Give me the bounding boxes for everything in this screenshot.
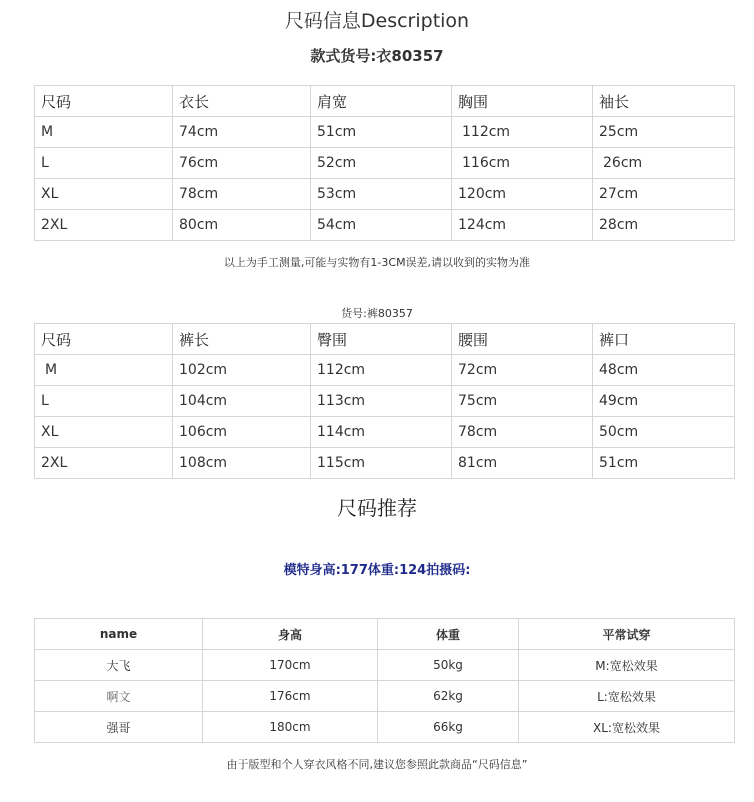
header-cell: 体重 [378, 619, 519, 650]
table-cell: L [35, 386, 173, 417]
table-cell: 116cm [452, 148, 593, 179]
table-cell: 112cm [311, 355, 452, 386]
table-cell: M [35, 117, 173, 148]
table-row [35, 148, 735, 179]
table-header-row [35, 86, 735, 117]
header-cell: 裤口 [593, 324, 735, 355]
table-row [35, 179, 735, 210]
table-cell: 啊文 [35, 681, 203, 712]
table-row [35, 650, 735, 681]
table-cell: 54cm [311, 210, 452, 241]
header-cell: 肩宽 [311, 86, 452, 117]
table-cell: L [35, 148, 173, 179]
table-cell: M [35, 355, 173, 386]
header-cell: 裤长 [173, 324, 311, 355]
table-cell: 28cm [593, 210, 735, 241]
header-cell: 袖长 [593, 86, 735, 117]
header-cell: 臀围 [311, 324, 452, 355]
table-cell: 66kg [378, 712, 519, 743]
table-cell: 78cm [452, 417, 593, 448]
table-cell: 72cm [452, 355, 593, 386]
table-cell: 102cm [173, 355, 311, 386]
table-cell: 2XL [35, 210, 173, 241]
table-cell: XL:宽松效果 [519, 712, 735, 743]
header-cell: 平常试穿 [519, 619, 735, 650]
header-cell: 腰围 [452, 324, 593, 355]
table-cell: 48cm [593, 355, 735, 386]
table-row [35, 117, 735, 148]
table-cell: 52cm [311, 148, 452, 179]
table-cell: XL [35, 179, 173, 210]
table-cell: 180cm [203, 712, 378, 743]
table-cell: 76cm [173, 148, 311, 179]
recommendation-title: 尺码推荐 [337, 496, 417, 520]
table-row [35, 681, 735, 712]
table-cell: M:宽松效果 [519, 650, 735, 681]
table-cell: 120cm [452, 179, 593, 210]
table-row [35, 210, 735, 241]
table-cell: 25cm [593, 117, 735, 148]
table-cell: 26cm [593, 148, 735, 179]
top-size-table [34, 85, 735, 241]
table-cell: 49cm [593, 386, 735, 417]
header-cell: 尺码 [35, 324, 173, 355]
table-cell: 50kg [378, 650, 519, 681]
table-cell: 108cm [173, 448, 311, 479]
table-cell: XL [35, 417, 173, 448]
table-row [35, 417, 735, 448]
table-header-row [35, 619, 735, 650]
table-row [35, 712, 735, 743]
table-cell: 81cm [452, 448, 593, 479]
table-cell: 53cm [311, 179, 452, 210]
table-cell: 112cm [452, 117, 593, 148]
header-cell: 衣长 [173, 86, 311, 117]
table-cell: 2XL [35, 448, 173, 479]
table-cell: 27cm [593, 179, 735, 210]
table-cell: 74cm [173, 117, 311, 148]
table-row [35, 386, 735, 417]
header-cell: 身高 [203, 619, 378, 650]
header-cell: name [35, 619, 203, 650]
measurement-note: 以上为手工测量,可能与实物有1-3CM误差,请以收到的实物为准 [223, 256, 531, 269]
table-cell: 51cm [593, 448, 735, 479]
table-cell: L:宽松效果 [519, 681, 735, 712]
table-cell: 51cm [311, 117, 452, 148]
table-cell: 106cm [173, 417, 311, 448]
table-cell: 大飞 [35, 650, 203, 681]
table-cell: 50cm [593, 417, 735, 448]
table-cell: 124cm [452, 210, 593, 241]
pants-size-table [34, 323, 735, 479]
table-header-row [35, 324, 735, 355]
model-info: 模特身高:177体重:124拍摄码: [283, 563, 471, 578]
recommendation-table [34, 618, 735, 743]
table-cell: 115cm [311, 448, 452, 479]
table-cell: 75cm [452, 386, 593, 417]
header-cell: 胸围 [452, 86, 593, 117]
table-cell: 78cm [173, 179, 311, 210]
table-cell: 62kg [378, 681, 519, 712]
fit-advice-note: 由于版型和个人穿衣风格不同,建议您参照此款商品“尺码信息” [226, 758, 528, 771]
table-row [35, 355, 735, 386]
page-title: 尺码信息Description [284, 10, 470, 32]
style-code: 款式货号:衣80357 [310, 47, 444, 65]
table-row [35, 448, 735, 479]
table-cell: 176cm [203, 681, 378, 712]
table-cell: 113cm [311, 386, 452, 417]
pants-code: 货号:裤80357 [341, 307, 413, 320]
table-cell: 114cm [311, 417, 452, 448]
table-cell: 104cm [173, 386, 311, 417]
header-cell: 尺码 [35, 86, 173, 117]
table-cell: 80cm [173, 210, 311, 241]
table-cell: 强哥 [35, 712, 203, 743]
table-cell: 170cm [203, 650, 378, 681]
